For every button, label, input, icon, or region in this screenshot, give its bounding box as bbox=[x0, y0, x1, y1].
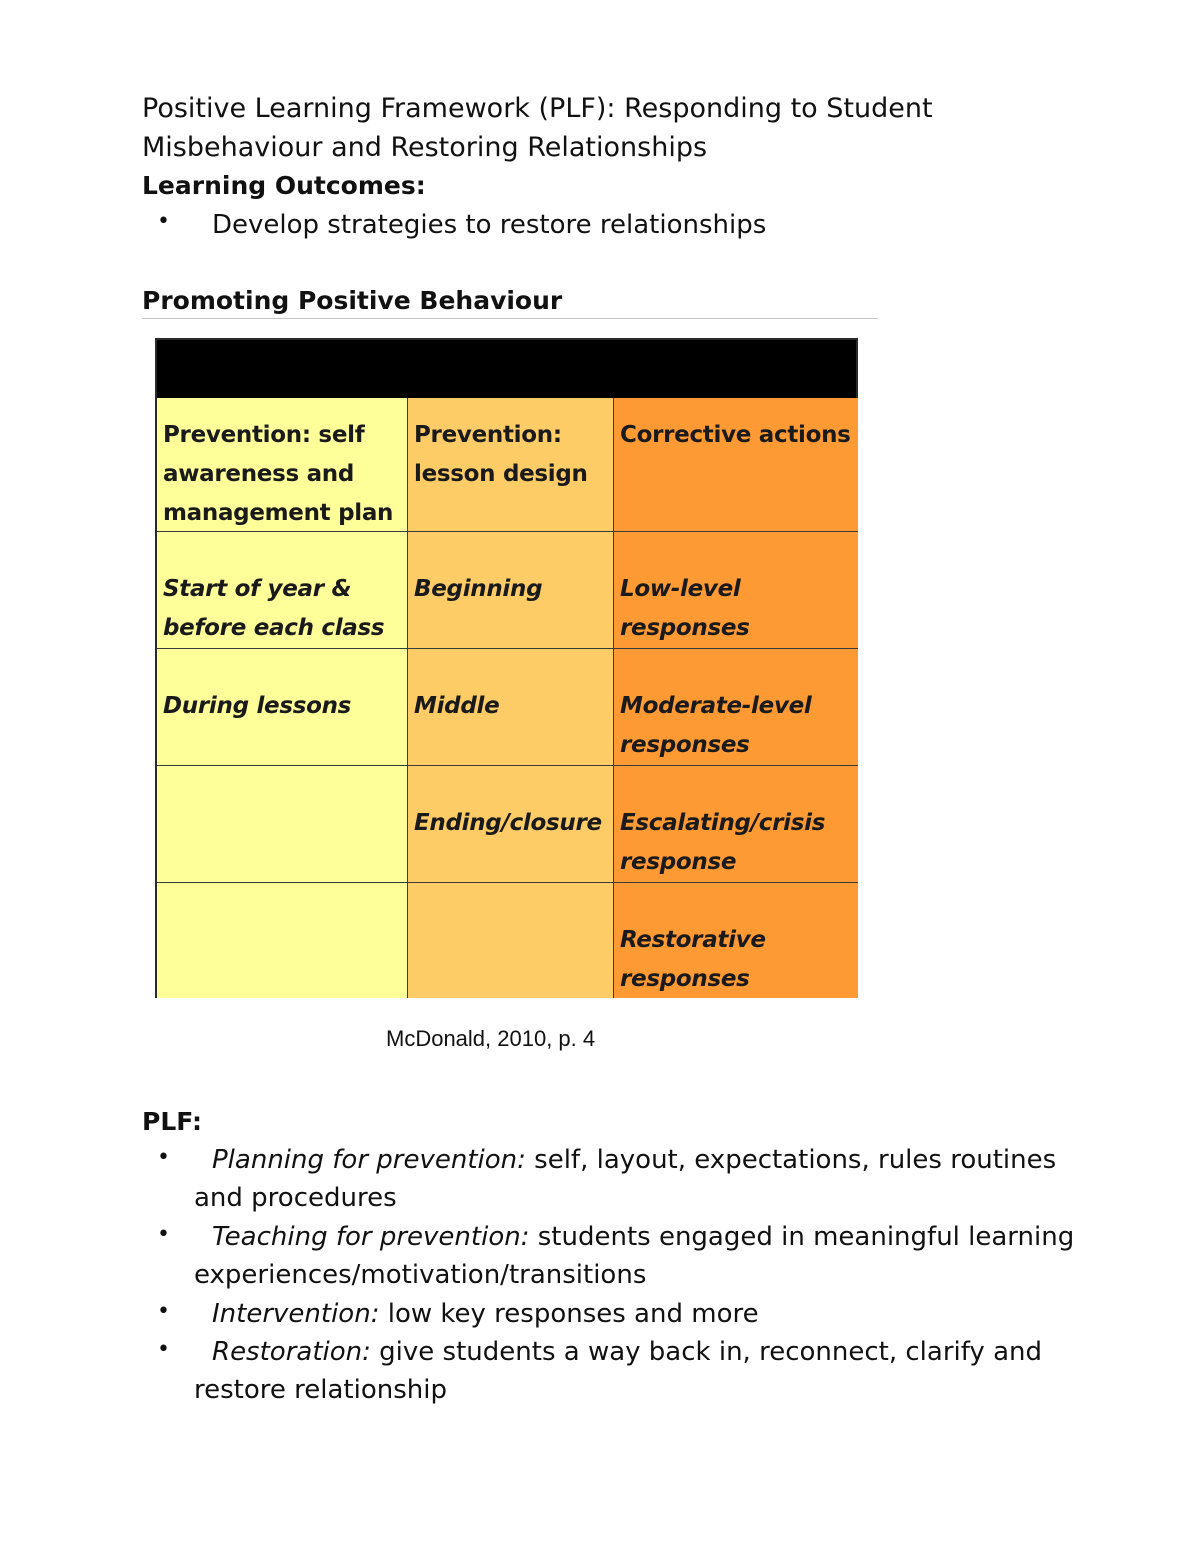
figure-citation: McDonald, 2010, p. 4 bbox=[386, 1026, 596, 1051]
bullet-icon: • bbox=[157, 209, 170, 234]
document-title-line-2: Misbehaviour and Restoring Relationships bbox=[142, 132, 708, 163]
section-heading: Promoting Positive Behaviour bbox=[142, 286, 563, 315]
bullet-icon: • bbox=[157, 1337, 170, 1362]
framework-table-figure bbox=[155, 338, 858, 998]
plf-item-line: Intervention: low key responses and more bbox=[212, 1299, 759, 1329]
framework-cell: Low-level responses bbox=[614, 532, 858, 649]
plf-item-continuation: experiences/motivation/transitions bbox=[194, 1260, 647, 1290]
plf-item-continuation: and procedures bbox=[194, 1183, 397, 1213]
framework-column-header: Corrective actions bbox=[614, 398, 858, 532]
framework-column-header: Prevention: lesson design bbox=[408, 398, 614, 532]
plf-item-term: Planning for prevention: bbox=[212, 1145, 526, 1175]
plf-item-line: Planning for prevention: self, layout, expectations, rules routines bbox=[212, 1145, 1057, 1175]
framework-cell bbox=[157, 883, 408, 998]
bullet-icon: • bbox=[157, 1222, 170, 1247]
framework-cell: Beginning bbox=[408, 532, 614, 649]
framework-table-header-bar bbox=[157, 340, 856, 398]
framework-cell: Middle bbox=[408, 649, 614, 766]
framework-cell bbox=[157, 766, 408, 883]
plf-item-term: Teaching for prevention: bbox=[212, 1222, 530, 1252]
plf-item-line: Restoration: give students a way back in, reconnect, clarify and bbox=[212, 1337, 1042, 1367]
framework-cell: Start of year & before each class bbox=[157, 532, 408, 649]
framework-cell bbox=[408, 883, 614, 998]
framework-cell: Restorative responses bbox=[614, 883, 858, 998]
plf-item-continuation: restore relationship bbox=[194, 1375, 447, 1405]
bullet-icon: • bbox=[157, 1299, 170, 1324]
learning-outcomes-heading: Learning Outcomes: bbox=[142, 171, 426, 200]
framework-cell: Escalating/crisis response bbox=[614, 766, 858, 883]
bullet-icon: • bbox=[157, 1145, 170, 1170]
plf-label: PLF: bbox=[142, 1107, 202, 1136]
document-title-line-1: Positive Learning Framework (PLF): Responding to Student bbox=[142, 93, 933, 124]
section-divider bbox=[142, 318, 878, 319]
learning-outcome-item: Develop strategies to restore relationships bbox=[212, 210, 767, 240]
plf-item-term: Restoration: bbox=[212, 1337, 371, 1367]
plf-item-term: Intervention: bbox=[212, 1299, 380, 1329]
framework-cell: Ending/closure bbox=[408, 766, 614, 883]
framework-column-header: Prevention: self awareness and management plan bbox=[157, 398, 408, 532]
plf-item-line: Teaching for prevention: students engaged in meaningful learning bbox=[212, 1222, 1075, 1252]
framework-cell: Moderate-level responses bbox=[614, 649, 858, 766]
framework-cell: During lessons bbox=[157, 649, 408, 766]
